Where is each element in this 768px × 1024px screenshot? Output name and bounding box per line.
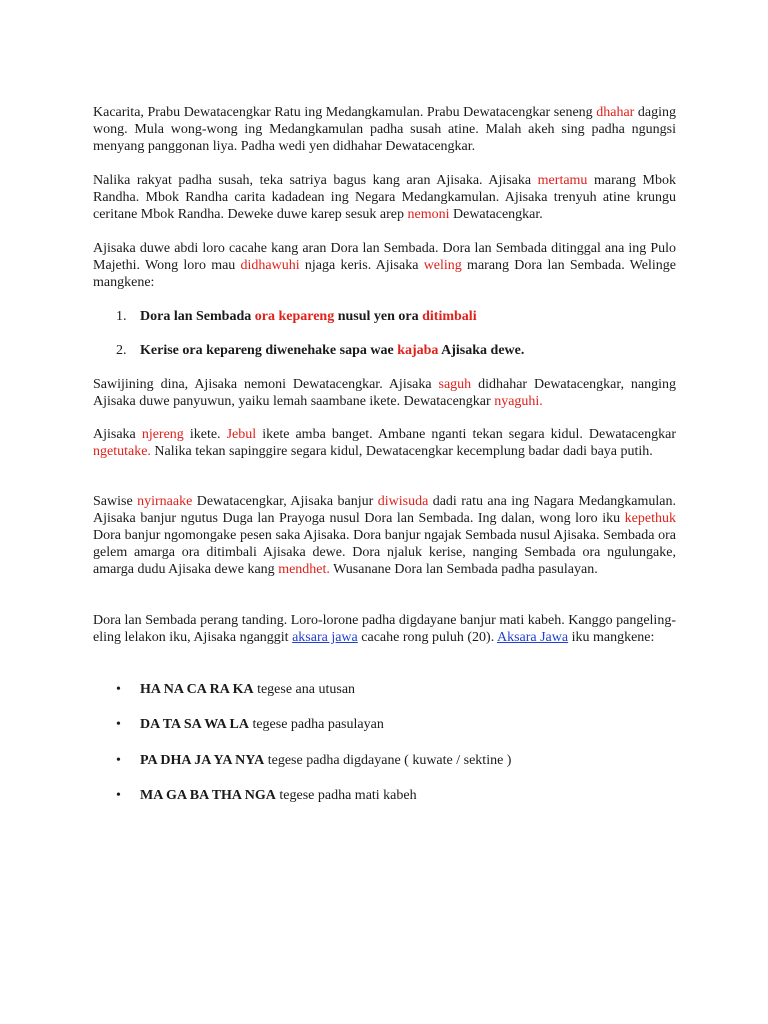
paragraph-2	[93, 172, 676, 223]
aksara-jawa-link-2[interactable]: Aksara Jawa	[496, 630, 569, 645]
aksara-row: MA GA BA THA NGA	[140, 788, 276, 803]
text: Dora banjur ngomongake pesen saka Ajisaka. Dora banjur ngajak Sembada nusul Ajisaka. Sembada ora gelem amarga ora ditimbali Ajisaka dewe. Dora njaluk kerise, nanging Sembada ora ngulungake, amarga dudu Ajisaka dewe kang	[93, 528, 676, 577]
text: didhahar Dewatacengkar, nanging Ajisaka duwe panyuwun, yaiku lemah saambane ikete. Dewatacengkar	[93, 377, 677, 409]
text: Kacarita, Prabu Dewatacengkar Ratu ing Medangkamulan. Prabu Dewatacengkar seneng	[93, 105, 597, 120]
aksara-row: DA TA SA WA LA	[140, 717, 249, 732]
item-number: 1.	[116, 309, 127, 324]
aksara-row: HA NA CA RA KA	[140, 682, 254, 697]
text: daging wong. Mula wong-wong ing Medangkamulan padha susah atine. Malah akeh sing padha ngungsi menyang panggonan liya. Padha wedi yen didhahar Dewatacengkar.	[93, 105, 676, 154]
paragraph-4	[93, 376, 676, 410]
highlight-word: ora kepareng	[254, 309, 335, 324]
item-number: 2.	[116, 343, 127, 358]
highlight-word: diwisuda	[377, 494, 429, 509]
highlight-word: mertamu	[537, 173, 588, 188]
highlight-word: Jebul	[226, 427, 257, 442]
highlight-word: nyirnaake	[137, 494, 193, 509]
bullet-icon: •	[116, 753, 121, 768]
text: iku mangkene:	[568, 630, 655, 645]
aksara-meaning: tegese padha mati kabeh	[275, 788, 417, 803]
paragraph-3	[93, 240, 676, 291]
highlight-word: saguh	[438, 377, 472, 392]
highlight-word: dhahar	[596, 105, 635, 120]
aksara-meaning: tegese padha digdayane ( kuwate / sektine )	[264, 753, 512, 768]
text: nusul yen ora	[334, 309, 423, 324]
bullet-icon: •	[116, 682, 121, 697]
text: ikete amba banget. Ambane nganti tekan segara kidul. Dewatacengkar	[256, 427, 676, 442]
aksara-meaning: tegese padha pasulayan	[248, 717, 384, 732]
highlight-word: ngetutake.	[93, 444, 151, 459]
aksara-row: PA DHA JA YA NYA	[140, 753, 265, 768]
paragraph-6	[93, 493, 676, 578]
highlight-word: mendhet.	[278, 562, 330, 577]
paragraph-7	[93, 612, 676, 646]
paragraph-5	[93, 426, 676, 460]
text: Nalika tekan sapinggire segara kidul, Dewatacengkar kecemplung badar dadi baya putih.	[150, 444, 653, 459]
text: Sawise	[93, 494, 138, 509]
text: marang Dora lan Sembada. Welinge mangkene:	[93, 258, 676, 290]
highlight-word: nyaguhi.	[494, 394, 543, 409]
bullet-icon: •	[116, 717, 121, 732]
text: Dora lan Sembada perang tanding. Loro-lorone padha digdayane banjur mati kabeh. Kanggo pangeling-eling lelakon iku, Ajisaka nganggit	[93, 613, 676, 645]
highlight-word: weling	[423, 258, 462, 273]
text: Kerise ora kepareng diwenehake sapa wae	[140, 343, 398, 358]
text: Ajisaka dewe.	[438, 343, 525, 358]
highlight-word: ditimbali	[422, 309, 477, 324]
text: Dewatacengkar.	[449, 207, 543, 222]
text: Dewatacengkar, Ajisaka banjur	[192, 494, 378, 509]
bullet-icon: •	[116, 788, 121, 803]
text: Ajisaka	[93, 427, 142, 442]
text: Dora lan Sembada	[140, 309, 255, 324]
paragraph-1	[93, 104, 676, 155]
text: marang Mbok Randha. Mbok Randha carita kadadean ing Negara Medangkamulan. Ajisaka trenyuh atine krungu ceritane Mbok Randha. Deweke duwe karep sesuk arep	[93, 173, 676, 222]
text: ikete.	[183, 427, 227, 442]
aksara-meaning: tegese ana utusan	[253, 682, 356, 697]
text: dadi ratu ana ing Nagara Medangkamulan. Ajisaka banjur ngutus Duga lan Prayoga nusul Dora lan Sembada. Ing dalan, wong loro iku	[93, 494, 676, 526]
text: Sawijining dina, Ajisaka nemoni Dewatacengkar. Ajisaka	[93, 377, 439, 392]
highlight-word: njereng	[141, 427, 184, 442]
highlight-word: nemoni	[407, 207, 450, 222]
highlight-word: kajaba	[397, 343, 439, 358]
highlight-word: didhawuhi	[240, 258, 300, 273]
text: njaga keris. Ajisaka	[299, 258, 424, 273]
text: Wusanane Dora lan Sembada padha pasulayan.	[329, 562, 598, 577]
text: Nalika rakyat padha susah, teka satriya bagus kang aran Ajisaka. Ajisaka	[93, 173, 538, 188]
text: cacahe rong puluh (20).	[357, 630, 497, 645]
highlight-word: kepethuk	[624, 511, 676, 526]
text: Ajisaka duwe abdi loro cacahe kang aran Dora lan Sembada. Dora lan Sembada ditinggal ana ing Pulo Majethi. Wong loro mau	[93, 241, 676, 273]
aksara-jawa-link[interactable]: aksara jawa	[292, 630, 358, 645]
